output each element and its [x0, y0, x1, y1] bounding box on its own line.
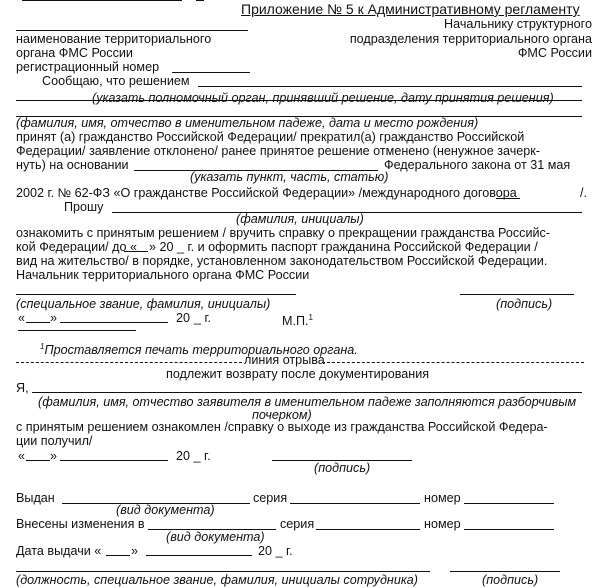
tear-line-left [16, 362, 242, 363]
hint-applicant: (фамилия, имя, отчество заявителя в именительном падеже заполняются разборчивым [38, 395, 577, 409]
law-text-end: /. [580, 186, 587, 200]
ack-year: 20 _ г. [176, 449, 211, 463]
issued-label: Выдан [16, 491, 55, 505]
sender-name-field[interactable] [16, 30, 248, 31]
addressee-line: подразделения территориального органа [349, 32, 592, 46]
seal-label: М.П. [282, 314, 309, 329]
registration-number-label: регистрационный номер [16, 60, 160, 74]
issue-date-month[interactable] [146, 555, 252, 556]
footnote-separator [18, 330, 136, 331]
changes-label: Внесены изменения в [16, 517, 145, 531]
tear-line-right [322, 362, 584, 363]
chief-date-month[interactable] [60, 322, 168, 323]
date-close-quote: » [50, 311, 58, 325]
page-title: Приложение № 5 к Административному регламенту [241, 1, 580, 17]
date-day-field[interactable] [124, 251, 148, 252]
chief-label: Начальник территориального органа ФМС России [16, 268, 310, 282]
date-open-quote: « [18, 449, 26, 463]
request-label: Прошу [64, 200, 104, 214]
footnote-ref: 1 [308, 313, 313, 322]
footnote-text: Проставляется печать территориального органа. [44, 343, 358, 358]
treaty-field[interactable] [496, 198, 520, 199]
top-rule [22, 0, 182, 1]
chief-date-day[interactable] [26, 322, 50, 323]
officer-field[interactable] [16, 571, 430, 572]
hint-applicant-cont: почерком) [252, 408, 312, 422]
decision-text: Федерального закона от 31 мая [384, 158, 571, 172]
chief-name-field[interactable] [16, 294, 296, 295]
seal-mark [282, 311, 313, 328]
ack-date-day[interactable] [26, 460, 50, 461]
ack-text: с принятым решением ознакомлен /справку о выходе из гражданства Российской Федера- [16, 420, 548, 434]
issued-series-field[interactable] [290, 503, 420, 504]
chief-signature-field[interactable] [460, 294, 574, 295]
decision-text: Федерации/ заявление отклонено/ ранее принятое решение отменено (ненужное зачерк- [16, 144, 540, 158]
addressee-line: ФМС России [517, 46, 592, 60]
request-text: кой Федерации/ до « [16, 240, 137, 254]
authority-field[interactable] [198, 86, 582, 87]
decision-text: нуть) на основании [16, 158, 129, 172]
sender-label: органа ФМС России [16, 46, 133, 60]
tear-line-label: линия отрыва [244, 353, 325, 367]
issue-date-label: Дата выдачи « [16, 544, 102, 558]
top-rule-short [196, 0, 204, 1]
hint-sign: (подпись) [314, 461, 371, 475]
ack-date-month[interactable] [60, 460, 168, 461]
hint-article: (указать пункт, часть, статью) [190, 170, 389, 184]
changes-number-field[interactable] [464, 529, 554, 530]
date-close-quote: » [50, 449, 58, 463]
series-label: серия [280, 517, 315, 531]
issue-date-day[interactable] [106, 555, 130, 556]
return-note: подлежит возврату после документирования [166, 367, 430, 381]
hint-rank: (специальное звание, фамилия, инициалы) [16, 297, 271, 311]
footnote-mark: 1 [40, 342, 45, 351]
addressee-line: Начальнику структурного [444, 17, 592, 31]
ya-label: Я, [16, 381, 29, 395]
request-text: » 20 _ г. и оформить паспорт гражданина Российской Федерации / [149, 240, 538, 254]
date-open-quote: « [18, 311, 26, 325]
year-suffix: _ г. [194, 311, 212, 325]
request-text: ознакомить с принятым решением / вручить справку о прекращении гражданства Российс- [16, 226, 551, 240]
law-text: 2002 г. № 62-ФЗ «О гражданстве Российской Федерации» /международного договора [16, 186, 517, 200]
ack-text: ции получил/ [16, 434, 93, 448]
hint-officer: (должность, специальное звание, фамилия, инициалы сотрудника) [16, 573, 418, 587]
report-intro: Сообщаю, что решением [42, 74, 190, 88]
number-label: номер [424, 491, 461, 505]
year-20: 20 [176, 311, 191, 325]
hint-person: (фамилия, имя, отчество в именительном падеже, дата и место рождения) [16, 116, 479, 130]
number-label: номер [424, 517, 461, 531]
decision-text: принят (а) гражданство Российской Федерации/ прекратил(а) гражданство Российской [16, 130, 525, 144]
hint-sign: (подпись) [496, 297, 553, 311]
officer-signature-field[interactable] [450, 571, 560, 572]
date-close-quote: » [131, 544, 139, 558]
hint-sign: (подпись) [482, 573, 539, 587]
changes-series-field[interactable] [316, 529, 420, 530]
issued-number-field[interactable] [464, 503, 554, 504]
sender-label: наименование территориального [16, 32, 212, 46]
request-text: вид на жительство/ в порядке, установленном законодательством Российской Федерации. [16, 254, 548, 268]
issue-year: 20 _ г. [258, 544, 293, 558]
hint-initials: (фамилия, инициалы) [236, 212, 364, 226]
hint-authority: (указать полномочный орган, принявший решение, дату принятия решения) [92, 91, 554, 105]
applicant-name-field[interactable] [32, 392, 582, 393]
registration-number-field[interactable] [172, 72, 250, 73]
series-label: серия [253, 491, 288, 505]
hint-doc: (вид документа) [166, 530, 265, 544]
hint-doc: (вид документа) [116, 503, 215, 517]
